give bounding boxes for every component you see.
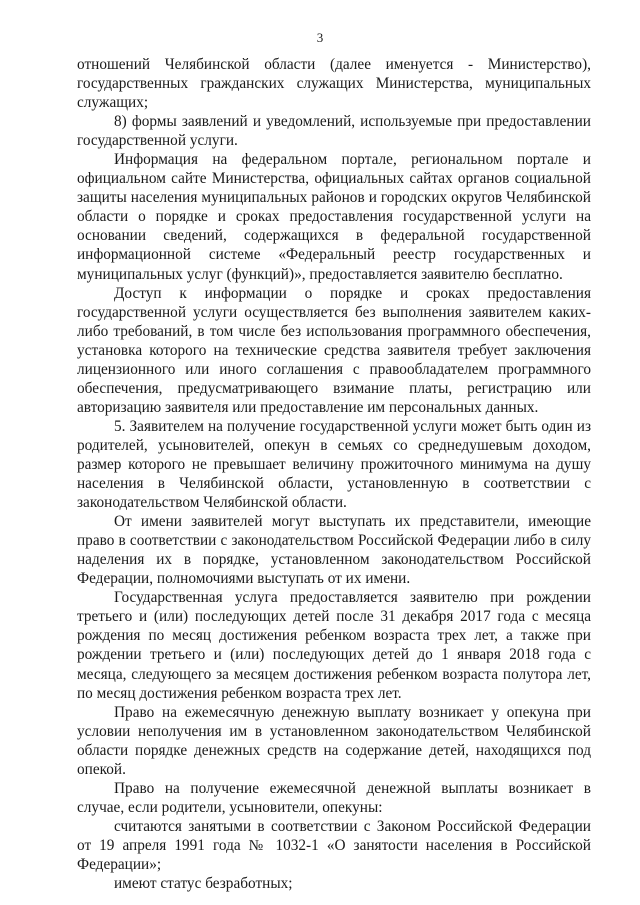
- page-number: 3: [316, 30, 324, 45]
- paragraph-unemployed: имеют статус безработных;: [114, 875, 293, 893]
- paragraph-continuation: отношений Челябинской области (далее именуется - Министерство), государственных гражданских служащих Министерства, муниципальных служащих;: [77, 56, 591, 112]
- paragraph-service-terms: Государственная услуга предоставляется заявителю при рождении третьего и (или) последующих детей после 31 декабря 2017 года с месяца рождения по месяц достижения ребенком возраста трех лет, а также при рождении третьего и (или) последующих детей до 1 января 2018 года с месяца, следующего за месяцем достижения ребенком возраста полутора лет, по месяц достижения ребенком возраста трех лет.: [77, 589, 591, 702]
- paragraph-guardian-right: Право на ежемесячную денежную выплату возникает у опекуна при условии неполучения им в установленном законодательством Челябинской области порядке денежных средств на содержание детей, находящихся под опекой.: [77, 703, 591, 778]
- paragraph-payment-right: Право на получение ежемесячной денежной выплаты возникает в случае, если родители, усыновители, опекуны:: [77, 779, 591, 816]
- paragraph-item-5: 5. Заявителем на получение государственной услуги может быть один из родителей, усыновителей, опекун в семьях со среднедушевым доходом, размер которого не превышает величину прожиточного минимума на душу населения в Челябинской области, установленную в соответствии с законодательством Челябинской области.: [77, 417, 591, 512]
- document-body: [77, 55, 591, 893]
- paragraph-employed: считаются занятыми в соответствии с Законом Российской Федерации от 19 апреля 1991 года № 1032-1 «О занятости населения в Российской Федерации»;: [77, 817, 591, 873]
- paragraph-information: Информация на федеральном портале, региональном портале и официальном сайте Министерства, официальных сайтах органов социальной защиты населения муниципальных районов и городских округов Челябинской области о порядке и сроках предоставления государственной услуги на основании сведений, содержащихся в федеральной государственной информационной системе «Федеральный реестр государственных и муниципальных услуг (функций)», предоставляется заявителю бесплатно.: [77, 151, 591, 283]
- paragraph-access: Доступ к информации о порядке и сроках предоставления государственной услуги осуществляется без выполнения заявителем каких-либо требований, в том числе без использования программного обеспечения, установка которого на технические средства заявителя требует заключения лицензионного или иного соглашения с правообладателем программного обеспечения, предусматривающего взимание платы, регистрацию или авторизацию заявителя или предоставление им персональных данных.: [77, 284, 591, 416]
- paragraph-item-8: 8) формы заявлений и уведомлений, используемые при предоставлении государственной услуги.: [77, 113, 591, 150]
- paragraph-representatives: От имени заявителей могут выступать их представители, имеющие право в соответствии с законодательством Российской Федерации либо в силу наделения их в порядке, установленном законодательством Российской Федерации, полномочиями выступать от их имени.: [77, 513, 591, 588]
